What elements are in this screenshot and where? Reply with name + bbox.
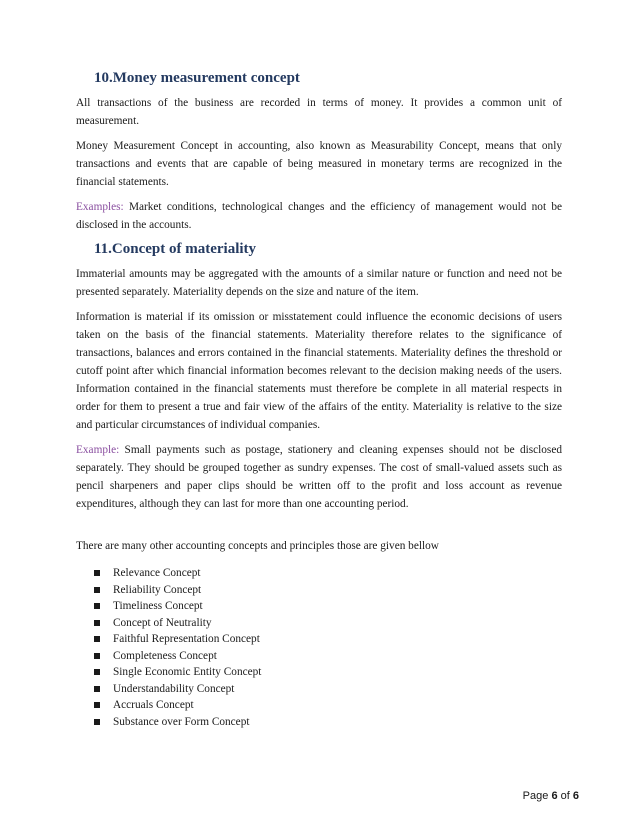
list-item-label: Completeness Concept — [113, 649, 217, 662]
list-item-label: Accruals Concept — [113, 699, 194, 711]
list-item-label: Single Economic Entity Concept — [113, 666, 262, 678]
footer-current-page: 6 — [551, 790, 558, 802]
materiality-paragraph-1: Immaterial amounts may be aggregated with the amounts of a similar nature or function and need not be presented separately. Materiality depends on the size and nature of the item. — [76, 268, 562, 298]
square-bullet-icon — [94, 620, 100, 626]
list-item — [93, 697, 562, 714]
footer-of-word: of — [560, 790, 570, 802]
heading-money-measurement: 10.Money measurement concept — [94, 70, 300, 86]
list-item — [93, 631, 562, 648]
money-paragraph-1: All transactions of the business are recorded in terms of money. It provides a common unit of measurement. — [76, 97, 562, 127]
list-item-label: Reliability Concept — [113, 583, 202, 596]
example-text: Small payments such as postage, stationery and cleaning expenses should not be disclosed separately. They should be grouped together as sundry expenses. The cost of small-valued assets such as pencil sharpeners and paper clips should be written off to the profit and loss account as revenue expenditures, although they can last for more than one accounting period. — [76, 444, 562, 510]
materiality-paragraph-2: Information is material if its omission or misstatement could influence the economic decisions of users taken on the basis of the financial statements. Materiality therefore relates to the significance of transactions, balances and errors contained in the financial statements. Materiality defines the threshold or cutoff point after which financial information becomes relevant to the decision making needs of the users. Information contained in the financial statements must therefore be complete in all material respects in order for them to present a true and fair view of the affairs of the entity. Materiality is relative to the size and particular circumstances of individual companies. — [76, 311, 562, 431]
list-item-label: Timeliness Concept — [113, 600, 203, 612]
example-label: Example: — [76, 444, 120, 456]
square-bullet-icon — [94, 653, 100, 659]
materiality-example — [76, 441, 562, 513]
page-footer — [523, 790, 579, 802]
list-item — [93, 664, 562, 681]
list-item-label: Faithful Representation Concept — [113, 633, 260, 645]
square-bullet-icon — [94, 702, 100, 708]
square-bullet-icon — [94, 719, 100, 725]
list-item — [93, 648, 562, 665]
list-item-label: Understandability Concept — [113, 682, 235, 695]
list-item-label: Substance over Form Concept — [113, 715, 250, 728]
money-example — [76, 198, 562, 234]
example-text: Market conditions, technological changes and the efficiency of management would not be disclosed in the accounts. — [76, 201, 562, 231]
page-content — [76, 70, 562, 730]
list-item — [93, 565, 562, 582]
other-concepts-intro: There are many other accounting concepts and principles those are given bellow — [76, 540, 439, 552]
square-bullet-icon — [94, 669, 100, 675]
list-item — [93, 714, 562, 731]
square-bullet-icon — [94, 603, 100, 609]
square-bullet-icon — [94, 587, 100, 593]
heading-materiality: 11.Concept of materiality — [94, 241, 257, 257]
concepts-list — [76, 565, 562, 730]
list-item — [93, 615, 562, 632]
list-item-label: Concept of Neutrality — [113, 616, 212, 629]
list-item — [93, 582, 562, 599]
square-bullet-icon — [94, 686, 100, 692]
money-paragraph-2: Money Measurement Concept in accounting, also known as Measurability Concept, means that only transactions and events that are capable of being measured in monetary terms are recognized in the financial statements. — [76, 140, 562, 188]
footer-total-pages: 6 — [572, 790, 579, 802]
list-item-label: Relevance Concept — [113, 567, 201, 579]
square-bullet-icon — [94, 636, 100, 642]
footer-page-word: Page — [522, 790, 549, 802]
list-item — [93, 598, 562, 615]
example-label: Examples: — [76, 201, 124, 213]
list-item — [93, 681, 562, 698]
square-bullet-icon — [94, 570, 100, 576]
